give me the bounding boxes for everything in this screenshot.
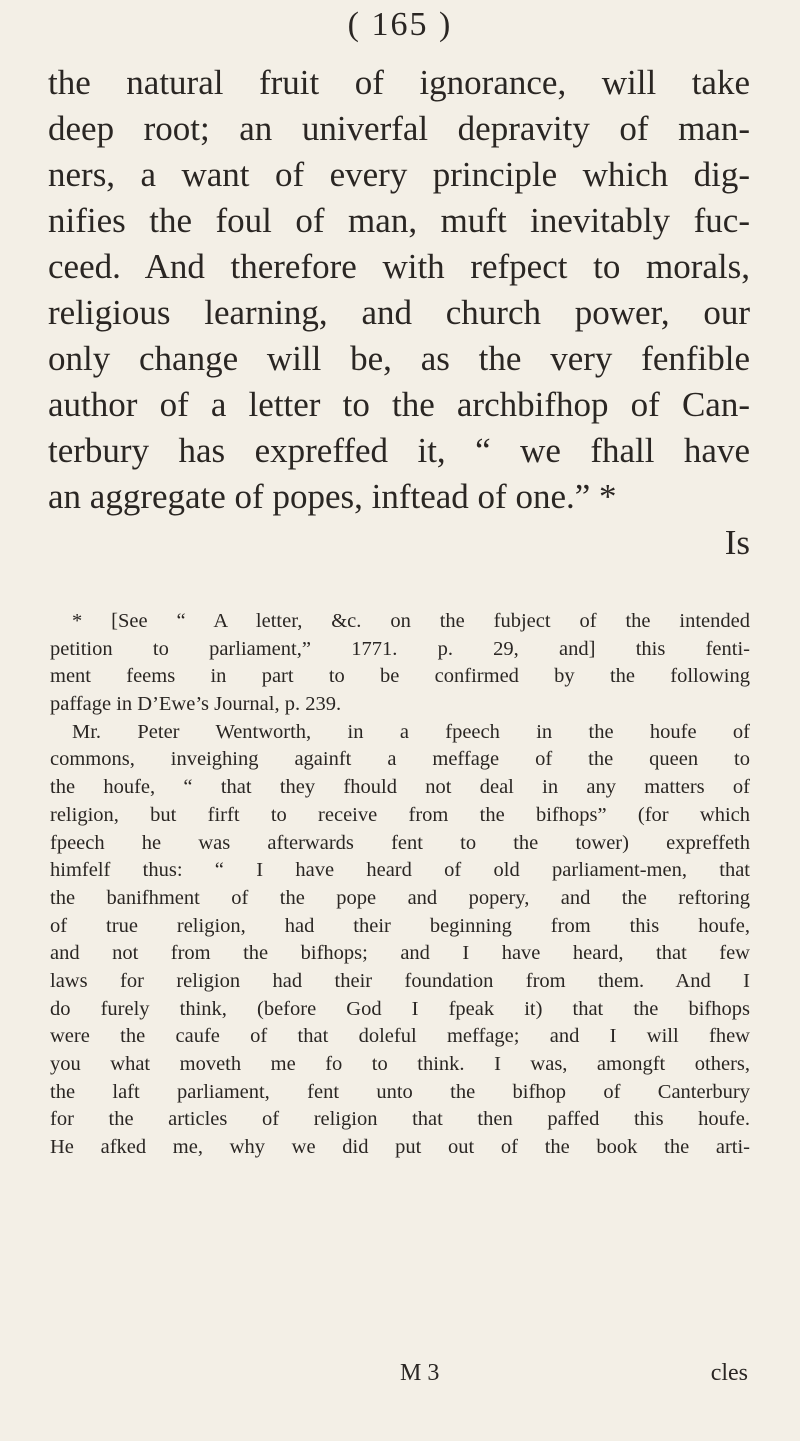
footnote-line: himfelf thus: “ I have heard of old parliament-men, that <box>50 859 750 882</box>
main-text-line: deep root; an univerfal depravity of man- <box>48 109 750 148</box>
footnote-line: of true religion, had their beginning from this houfe, <box>50 914 750 937</box>
footnote <box>50 608 750 1162</box>
main-text-line: author of a letter to the archbifhop of Can- <box>48 385 750 424</box>
footnote-line: and not from the bifhops; and I have heard, that few <box>50 942 750 965</box>
footnote-line: do furely think, (before God I fpeak it) that the bifhops <box>50 997 750 1020</box>
footnote-line: Mr. Peter Wentworth, in a fpeech in the houfe of <box>72 720 750 743</box>
page-number-header: ( 165 ) <box>347 6 453 43</box>
footnote-line: laws for religion had their foundation from them. And I <box>50 969 750 992</box>
footnote-line: paffage in D’Ewe’s Journal, p. 239. <box>50 693 342 716</box>
main-text-line: an aggregate of popes, inftead of one.” * <box>48 477 617 516</box>
footnote-line: the banifhment of the pope and popery, and the reftoring <box>50 886 750 909</box>
main-text-line: ners, a want of every principle which dig- <box>48 155 750 194</box>
main-catchword: Is <box>724 523 750 562</box>
footnote-line: fpeech he was afterwards fent to the tower) expreffeth <box>50 831 750 854</box>
signature-mark: M 3 <box>400 1360 440 1386</box>
main-text-line: ceed. And therefore with refpect to morals, <box>48 247 750 286</box>
footnote-line: commons, inveighing againft a meffage of the queen to <box>50 748 750 771</box>
footnote-line: for the articles of religion that then paffed this houfe. <box>50 1108 750 1131</box>
footnote-line: the houfe, “ that they fhould not deal in any matters of <box>50 776 750 799</box>
footnote-line: religion, but firft to receive from the bifhops” (for which <box>50 803 750 826</box>
footnote-line: ment feems in part to be confirmed by the following <box>50 665 750 688</box>
main-text-line: the natural fruit of ignorance, will take <box>48 63 750 102</box>
footnote-line: were the caufe of that doleful meffage; and I will fhew <box>50 1025 750 1048</box>
footnote-line: He afked me, why we did put out of the book the arti- <box>50 1136 750 1159</box>
footnote-line: petition to parliament,” 1771. p. 29, and] this fenti- <box>50 637 750 660</box>
main-text-line: religious learning, and church power, our <box>48 293 750 332</box>
main-text-line: only change will be, as the very fenfible <box>48 339 750 378</box>
catchword: cles <box>710 1360 748 1386</box>
footnote-line: * [See “ A letter, &c. on the fubject of the intended <box>72 610 750 632</box>
main-text-line: terbury has expreffed it, “ we fhall have <box>48 431 750 470</box>
main-text <box>48 60 750 566</box>
main-text-line: nifies the foul of man, muft inevitably fuc- <box>48 201 750 240</box>
footnote-line: the laft parliament, fent unto the bifhop of Canterbury <box>50 1080 750 1103</box>
footnote-line: you what moveth me fo to think. I was, amongft others, <box>50 1053 750 1075</box>
